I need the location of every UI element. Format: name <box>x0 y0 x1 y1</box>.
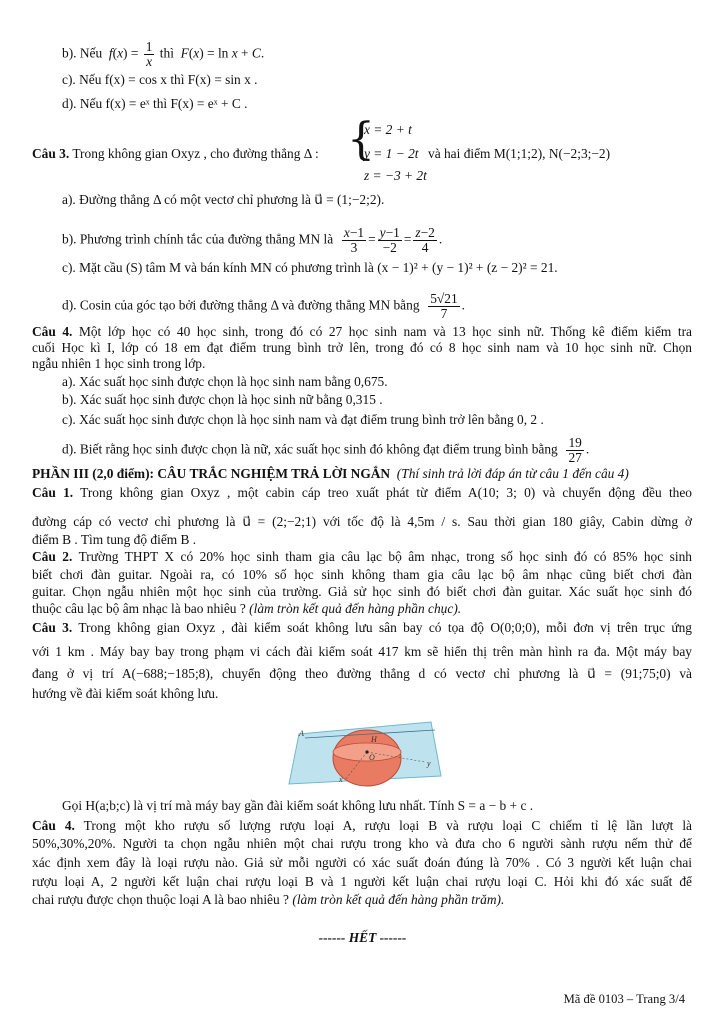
q3-stem <box>32 146 319 162</box>
q3-system-x: x = 2 + t <box>364 122 412 137</box>
p3q4-line4: rượu loại A, 2 người kết luận chai rượu loại B và 1 người kết luận chai rượu loại C. Hỏi khi đó xác suất để <box>32 874 692 889</box>
p3q1-line1-text: Trong không gian Oxyz , một cabin cáp treo xuất phát từ điểm A(10; 3; 0) và chuyển động đều theo <box>80 485 692 500</box>
p3q3-line1 <box>32 620 692 636</box>
q4-option-b: b). Xác suất học sinh được chọn là học sinh nữ bằng 0,315 . <box>62 392 383 407</box>
p3q3-line4: hướng về đài kiểm soát không lưu. <box>32 686 219 701</box>
part3-title: PHẦN III (2,0 điểm): CÂU TRẮC NGHIỆM TRẢ LỜI NGẮN <box>32 466 391 481</box>
p3q4-line5-text: chai rượu được chọn thuộc loại A là bao nhiêu ? <box>32 892 289 907</box>
q4-option-d-text: d). Biết rằng học sinh được chọn là nữ, xác suất học sinh đó không đạt điểm trung bình bằng <box>62 441 558 457</box>
p3q4-line1 <box>32 818 692 834</box>
label-x: x <box>339 775 343 784</box>
p3q1-label: Câu 1. <box>32 485 74 500</box>
p3q3-line3: đang ở vị trí A(−688;−185;8), chuyển động theo đường thẳng d có vectơ chỉ phương là u⃗ = (91;75;0) và <box>32 666 692 681</box>
q3-option-d-text: d). Cosin của góc tạo bởi đường thẳng Δ và đường thẳng MN bằng <box>62 297 420 313</box>
q3-option-d: d). Cosin của góc tạo bởi đường thẳng Δ và đường thẳng MN bằng $\frac{5√21}{7}$ . <box>62 291 466 321</box>
q4-line2: cuối Học kì I, lớp có 18 em đạt điểm trung bình trở lên, trong đó có 8 học sinh nam và 10 học sinh nữ. Chọn <box>32 340 692 355</box>
q3-label: Câu 3. <box>32 146 70 161</box>
p3q2-line1 <box>32 549 692 565</box>
q4-label: Câu 4. <box>32 324 73 339</box>
system-brace: { <box>347 114 375 165</box>
p3q4-line5 <box>32 892 504 908</box>
q3-option-a: a). Đường thẳng Δ có một vectơ chỉ phương là u⃗ = (1;−2;2). <box>62 192 385 207</box>
part3-note: (Thí sinh trả lời đáp án từ câu 1 đến câu 4) <box>396 466 629 481</box>
q3-option-b: b). Phương trình chính tắc của đường thẳng MN là $\frac{x-1}{3}$ = $\frac{y-1}{-2}$ = $\frac{z-2}{4}$ . <box>62 225 443 255</box>
p3q4-line3: xác định xem đây là loại rượu nào. Giả sử mỗi người có xác suất đoán đúng là 70% . Có 3 người kết luận chai <box>32 855 692 870</box>
label-o: O <box>369 753 375 762</box>
p3q2-line4-note: (làm tròn kết quả đến hàng phần chục). <box>249 601 462 616</box>
q4-option-c: c). Xác suất học sinh được chọn là học sinh nam và đạt điểm trung bình trở lên bằng 0, 2 . <box>62 412 544 427</box>
p3q2-line4 <box>32 601 461 617</box>
p3q1-line2: đường cáp có vectơ chỉ phương là u⃗ = (2;−2;1) với tốc độ là 4,5m / s. Sau thời gian 180 giây, Cabin dừng ở <box>32 514 692 529</box>
p3q2-line4-text: thuộc câu lạc bộ âm nhạc là bao nhiêu ? <box>32 601 246 616</box>
p3q2-line1-text: Trường THPT X có 20% học sinh tham gia câu lạc bộ âm nhạc, trong số học sinh đó có 85% học sinh <box>78 549 692 564</box>
p3q2-label: Câu 2. <box>32 549 73 564</box>
p3q1-line3: điểm B . Tìm tung độ điểm B . <box>32 532 197 547</box>
p3q2-line3: guitar. Chọn ngẫu nhiên một học sinh của trường. Giả sử học sinh đó biết chơi đàn guitar. Xác suất học sinh đó <box>32 584 692 599</box>
label-h: H <box>371 735 377 744</box>
sphere-plane-svg <box>285 718 445 788</box>
page-footer: Mã đề 0103 – Trang 3/4 <box>563 992 685 1006</box>
q4-option-a: a). Xác suất học sinh được chọn là học sinh nam bằng 0,675. <box>62 374 388 389</box>
q4-line1 <box>32 324 692 340</box>
q4-option-d: d). Biết rằng học sinh được chọn là nữ, xác suất học sinh đó không đạt điểm trung bình bằng $\frac{19}{27}$ . <box>62 435 590 465</box>
q3-option-b-text: b). Phương trình chính tắc của đường thẳng MN là <box>62 231 334 247</box>
p3q4-line2: 50%,30%,20%. Người ta chọn ngẫu nhiên một chai rượu trong kho và đưa cho 6 người sành rượu nếm thử để <box>32 836 692 851</box>
p3q4-line1-text: Trong một kho rượu số lượng rượu loại A, rượu loại B và rượu loại C chiếm tỉ lệ lần lượt là <box>83 818 692 833</box>
q3-points: và hai điểm M(1;1;2), N(−2;3;−2) <box>428 146 611 161</box>
q3-system-y: y = 1 − 2t <box>364 146 419 161</box>
q4-d-numerator: 19 <box>568 435 582 450</box>
label-a: A <box>299 729 304 738</box>
p3q4-line5-note: (làm tròn kết quả đến hàng phần trăm). <box>292 892 505 907</box>
q2-option-b: b). Nếu f(x) = $\frac{1}{x}$ thì F(x) = ln x + C. <box>62 39 265 69</box>
p3q4-label: Câu 4. <box>32 818 75 833</box>
q2-option-d: d). Nếu f(x) = eˣ thì F(x) = eˣ + C . <box>62 96 248 111</box>
q4-line3: ngẫu nhiên 1 học sinh trong lớp. <box>32 356 206 371</box>
q3-system-z: z = −3 + 2t <box>364 168 427 183</box>
label-y: y <box>427 759 431 768</box>
p3q3-question: Gọi H(a;b;c) là vị trí mà máy bay gần đài kiểm soát không lưu nhất. Tính S = a − b + c . <box>62 798 534 813</box>
q4-d-denominator: 27 <box>568 450 582 465</box>
q3-option-c: c). Mặt cầu (S) tâm M và bán kính MN có phương trình là (x − 1)² + (y − 1)² + (z − 2)² = 21. <box>62 260 558 275</box>
part3-heading <box>32 466 629 482</box>
p3q2-line2: biết chơi đàn guitar. Ngoài ra, có 10% số học sinh không tham gia câu lạc bộ âm nhạc cũng biết chơi đàn <box>32 567 692 582</box>
q4-line1-text: Một lớp học có 40 học sinh, trong đó có 27 học sinh nam và 13 học sinh nữ. Thống kê điểm kiểm tra <box>78 324 692 339</box>
q2-option-c: c). Nếu f(x) = cos x thì F(x) = sin x . <box>62 72 258 87</box>
q3-intro: Trong không gian Oxyz , cho đường thẳng Δ : <box>72 146 319 161</box>
p3q1-line1 <box>32 485 692 501</box>
p3q3-line2: với 1 km . Máy bay bay trong phạm vi cách đài kiểm soát 417 km sẽ hiển thị trên màn hình ra đa. Một máy bay <box>32 644 692 659</box>
sphere-plane-figure <box>285 718 445 792</box>
p3q3-label: Câu 3. <box>32 620 73 635</box>
end-marker: ------ HẾT ------ <box>318 930 407 945</box>
p3q3-line1-text: Trong không gian Oxyz , đài kiểm soát không lưu sân bay có tọa độ O(0;0;0), mỗi đơn vị trên trục ứng <box>78 620 692 635</box>
